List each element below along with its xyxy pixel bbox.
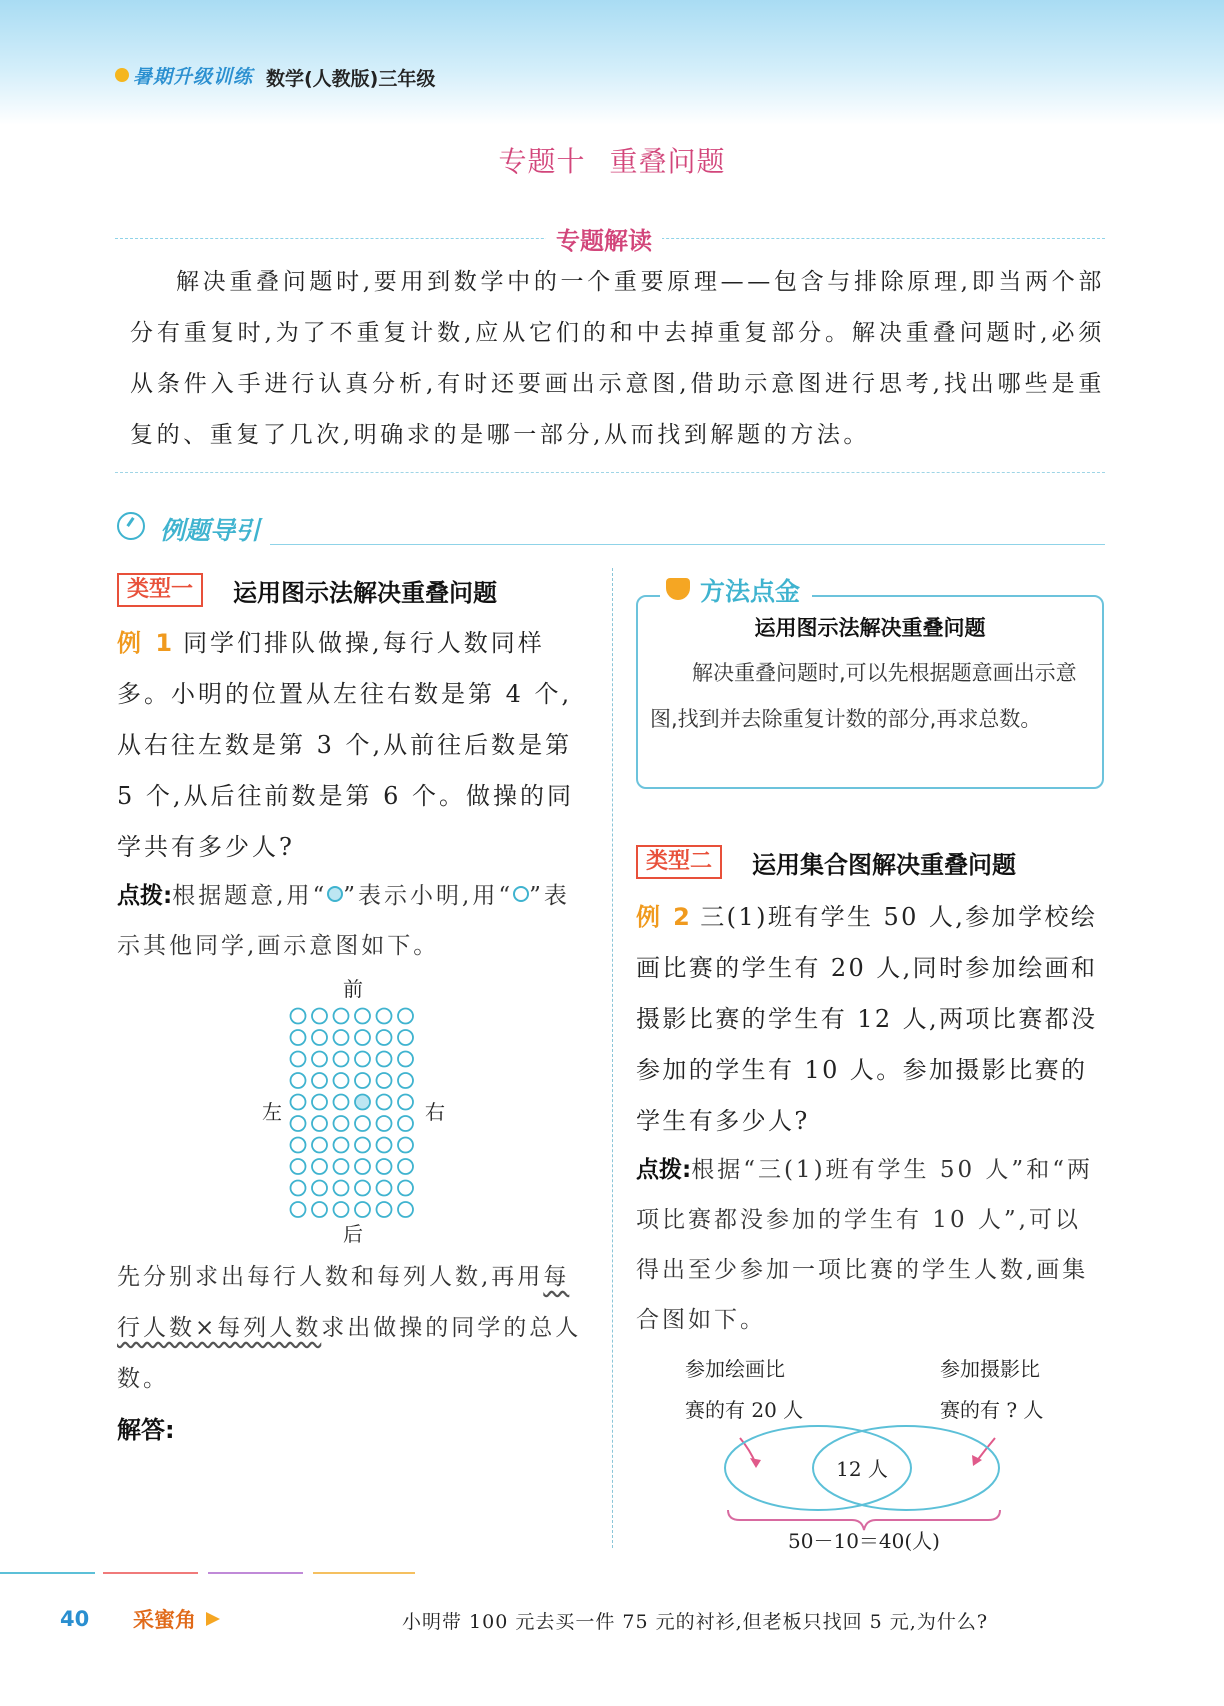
classmate-circle <box>398 1181 413 1196</box>
classmate-circle <box>312 1009 327 1024</box>
classmate-circle <box>355 1138 370 1153</box>
classmate-circle <box>334 1073 349 1088</box>
classmate-circle <box>312 1159 327 1174</box>
classmate-circle <box>355 1009 370 1024</box>
example2-hint: 点拨:根据“三(1)班有学生 50 人”和“两项比赛都没参加的学生有 10 人”,可以得出至少参加一项比赛的学生人数,画集合图如下。 <box>636 1157 1093 1333</box>
type1-tag: 类型一 <box>117 573 203 607</box>
classmate-circle <box>312 1030 327 1045</box>
left-arrow-head <box>750 1458 761 1468</box>
classmate-circle <box>291 1073 306 1088</box>
classmate-circle <box>312 1138 327 1153</box>
xiaoming-circle <box>355 1095 370 1110</box>
guide-divider <box>270 544 1105 545</box>
classmate-circle <box>291 1009 306 1024</box>
venn-right-label-line1: 参加摄影比 <box>940 1357 1040 1381</box>
classmate-circle <box>355 1181 370 1196</box>
label-right: 右 <box>425 1100 445 1124</box>
lightbulb-icon <box>666 578 690 600</box>
type2-title: 运用集合图解决重叠问题 <box>752 851 1016 879</box>
page-title: 专题十 重叠问题 <box>498 145 726 178</box>
classmate-circle <box>312 1095 327 1110</box>
classmate-circle <box>334 1159 349 1174</box>
classmate-circle <box>398 1073 413 1088</box>
venn-right-label-line2: 赛的有 ? 人 <box>940 1398 1044 1422</box>
venn-left-label-line1: 参加绘画比 <box>685 1357 785 1381</box>
method-text: 解决重叠问题时,可以先根据题意画出示意图,找到并去除重复计数的部分,再求总数。 <box>650 661 1077 731</box>
venn-left-label-line2: 赛的有 20 人 <box>685 1398 804 1422</box>
example1-explanation: 先分别求出每行人数和每列人数,再用每行人数×每列人数求出做操的同学的总人数。 <box>117 1264 582 1392</box>
intro-bottom-divider <box>115 472 1105 473</box>
classmate-circle <box>377 1052 392 1067</box>
method-heading: 方法点金 <box>660 572 812 608</box>
type1-title: 运用图示法解决重叠问题 <box>233 579 497 607</box>
venn-total-label: 50－10＝40(人) <box>788 1529 940 1553</box>
classmate-circle <box>398 1202 413 1217</box>
footer-line-yellow <box>313 1572 415 1574</box>
classmate-circle <box>398 1052 413 1067</box>
sun-icon <box>115 68 129 82</box>
label-front: 前 <box>343 978 363 1001</box>
wavy-formula: 每行人数×每列人数 <box>117 1264 570 1341</box>
classmate-circle <box>355 1159 370 1174</box>
book-subtitle: 数学(人教版)三年级 <box>266 68 436 90</box>
classmate-circle <box>377 1181 392 1196</box>
classmate-circle <box>291 1138 306 1153</box>
footer-riddle: 小明带 100 元去买一件 75 元的衬衫,但老板只找回 5 元,为什么? <box>402 1611 989 1633</box>
classmate-circle <box>312 1052 327 1067</box>
classmate-circle <box>377 1073 392 1088</box>
venn-overlap-label: 12 人 <box>836 1457 888 1481</box>
classmate-circle <box>355 1116 370 1131</box>
brand-logo: 暑期升级训练 <box>115 62 253 89</box>
classmate-circle <box>291 1181 306 1196</box>
classmate-circle-icon <box>513 886 529 902</box>
classmate-circle <box>312 1073 327 1088</box>
classmate-circle <box>312 1202 327 1217</box>
queue-diagram <box>250 978 470 1246</box>
circle-grid <box>291 1009 414 1218</box>
classmate-circle <box>398 1159 413 1174</box>
example1-hint: 点拨:根据题意,用“ ”表示小明,用“ ”表示其他同学,画示意图如下。 <box>117 883 570 959</box>
classmate-circle <box>355 1030 370 1045</box>
classmate-circle <box>291 1116 306 1131</box>
classmate-circle <box>398 1030 413 1045</box>
classmate-circle <box>334 1009 349 1024</box>
footer-line-cyan <box>0 1572 95 1574</box>
classmate-circle <box>334 1202 349 1217</box>
classmate-circle <box>355 1073 370 1088</box>
classmate-circle <box>291 1095 306 1110</box>
classmate-circle <box>355 1052 370 1067</box>
classmate-circle <box>291 1159 306 1174</box>
venn-diagram <box>670 1350 1090 1555</box>
classmate-circle <box>398 1138 413 1153</box>
label-back: 后 <box>343 1222 363 1246</box>
xiaoming-circle-icon <box>327 886 343 902</box>
classmate-circle <box>291 1052 306 1067</box>
intro-heading: 专题解读 <box>546 221 662 256</box>
classmate-circle <box>398 1116 413 1131</box>
classmate-circle <box>377 1095 392 1110</box>
classmate-circle <box>334 1030 349 1045</box>
footer-corner-label: 采蜜角 <box>133 1604 220 1634</box>
page-number: 40 <box>60 1607 90 1631</box>
example2-text: 例 2 三(1)班有学生 50 人,参加学校绘画比赛的学生有 20 人,同时参加绘画和摄影比赛的学生有 12 人,两项比赛都没参加的学生有 10 人。参加摄影比赛的学生有多少人? <box>636 903 1098 1135</box>
column-divider <box>612 568 613 1548</box>
label-left: 左 <box>262 1100 282 1124</box>
brace <box>728 1510 1000 1530</box>
classmate-circle <box>291 1202 306 1217</box>
classmate-circle <box>377 1009 392 1024</box>
classmate-circle <box>334 1052 349 1067</box>
type2-tag: 类型二 <box>636 845 722 879</box>
classmate-circle <box>334 1095 349 1110</box>
example1-text: 例 1 同学们排队做操,每行人数同样多。小明的位置从左往右数是第 4 个,从右往左数是第 3 个,从前往后数是第 5 个,从后往前数是第 6 个。做操的同学共有多少人? <box>117 629 575 861</box>
classmate-circle <box>377 1030 392 1045</box>
classmate-circle <box>291 1030 306 1045</box>
classmate-circle <box>312 1181 327 1196</box>
classmate-circle <box>334 1138 349 1153</box>
classmate-circle <box>377 1116 392 1131</box>
intro-paragraph: 解决重叠问题时,要用到数学中的一个重要原理——包含与排除原理,即当两个部分有重复时,为了不重复计数,应从它们的和中去掉重复部分。解决重叠问题时,必须从条件入手进行认真分析,有时还要画出示意图,借助示意图进行思考,找出哪些是重复的、重复了几次,明确求的是哪一部分,从而找到解题的方法。 <box>130 269 1105 448</box>
classmate-circle <box>398 1009 413 1024</box>
compass-icon <box>117 512 145 540</box>
classmate-circle <box>377 1202 392 1217</box>
classmate-circle <box>312 1116 327 1131</box>
classmate-circle <box>398 1095 413 1110</box>
classmate-circle <box>377 1138 392 1153</box>
footer-line-purple <box>208 1572 303 1574</box>
classmate-circle <box>334 1181 349 1196</box>
classmate-circle <box>355 1202 370 1217</box>
guide-heading: 例题导引 <box>160 516 261 545</box>
answer-label: 解答: <box>117 1416 175 1444</box>
classmate-circle <box>377 1159 392 1174</box>
classmate-circle <box>334 1116 349 1131</box>
footer-line-red <box>103 1572 198 1574</box>
method-subtitle: 运用图示法解决重叠问题 <box>754 616 986 640</box>
